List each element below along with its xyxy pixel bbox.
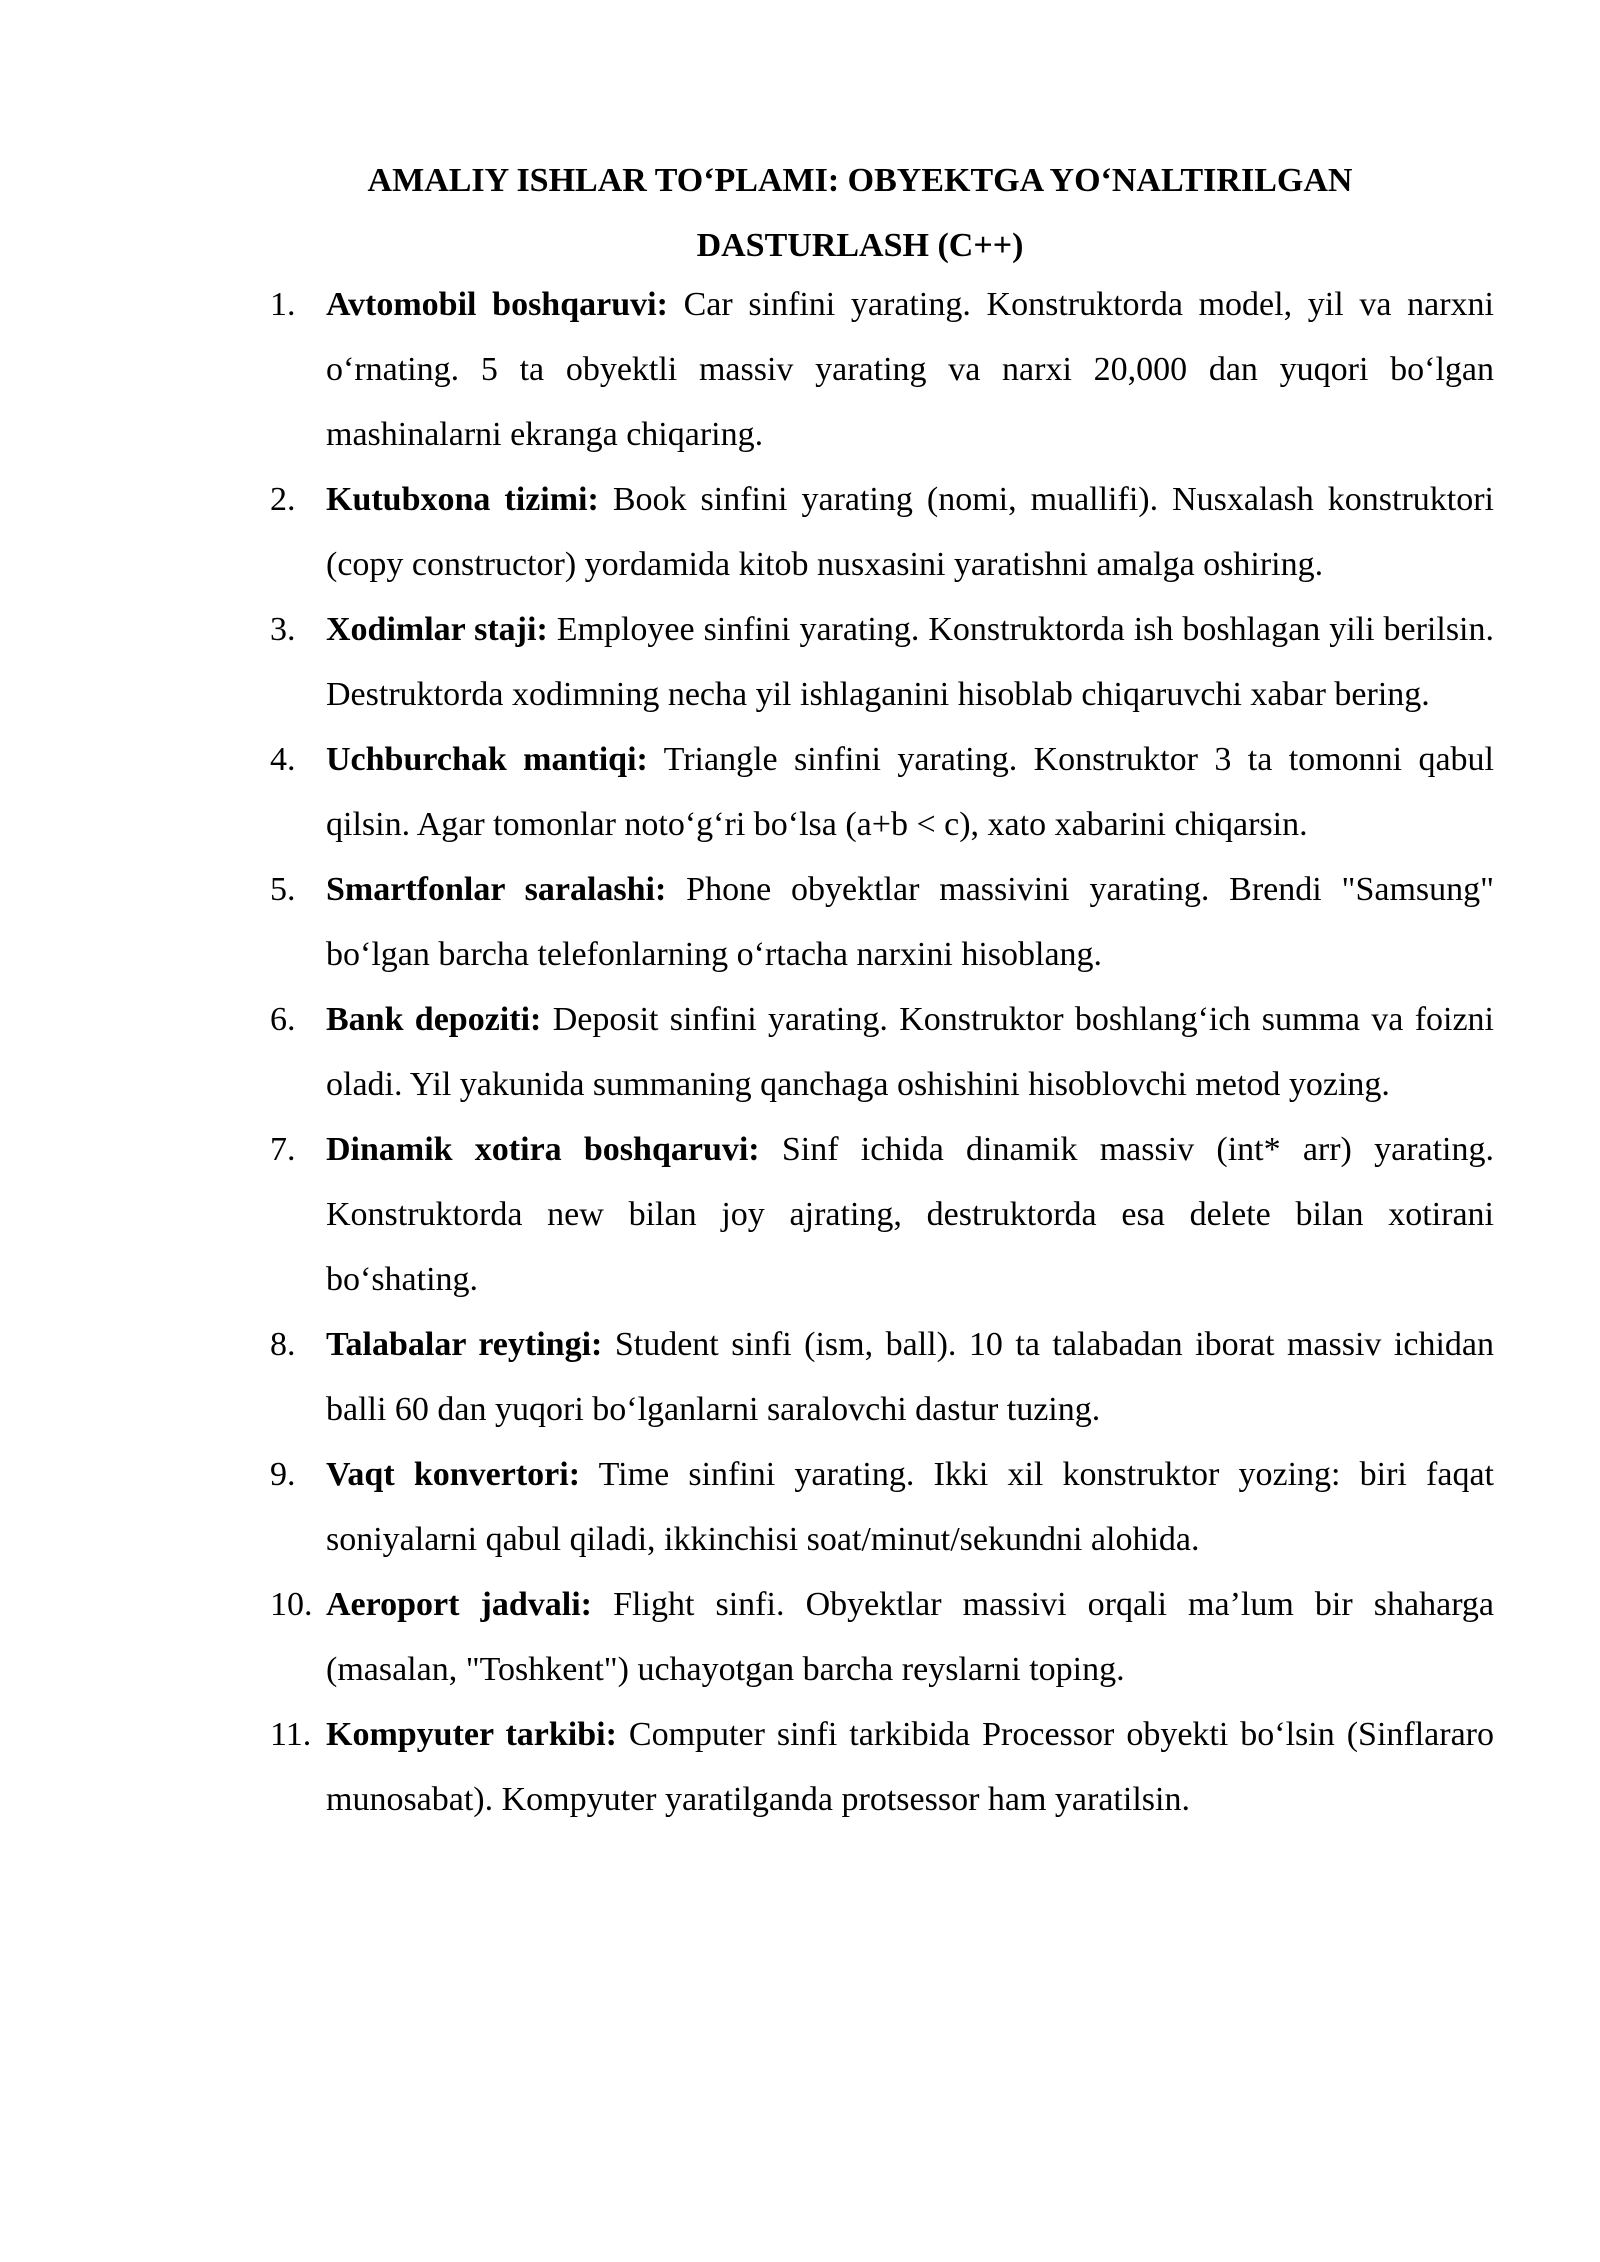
task-label: Vaqt konvertori: — [326, 1456, 581, 1493]
task-number: 10. — [270, 1586, 313, 1623]
task-number: 3. — [270, 611, 296, 648]
task-number: 1. — [270, 286, 296, 323]
task-list — [270, 272, 1494, 1832]
task-item — [270, 1442, 1494, 1572]
task-label: Talabalar reytingi: — [326, 1326, 603, 1363]
task-item — [270, 1117, 1494, 1312]
title-line-1: AMALIY ISHLAR TO‘PLAMI: OBYEKTGA YO‘NALTIRILGAN — [367, 162, 1353, 199]
task-label: Uchburchak mantiqi: — [326, 741, 648, 778]
task-label: Kutubxona tizimi: — [326, 481, 599, 518]
task-item — [270, 727, 1494, 857]
task-label: Kompyuter tarkibi: — [326, 1716, 617, 1753]
task-text: Book sinfini yarating (nomi, muallifi). Nusxalash konstruktori (copy constructor) yordamida kitob nusxasini yaratishni amalga oshiring. — [326, 481, 1494, 583]
task-text: Time sinfini yarating. Ikki xil konstruktor yozing: biri faqat soniyalarni qabul qiladi, ikkinchisi soat/minut/sekundni alohida. — [326, 1456, 1494, 1558]
task-number: 2. — [270, 481, 296, 518]
task-label: Smartfonlar saralashi: — [326, 871, 667, 908]
task-label: Aeroport jadvali: — [326, 1586, 593, 1623]
task-number: 5. — [270, 871, 296, 908]
task-item — [270, 1572, 1494, 1702]
title-line-2: DASTURLASH (C++) — [696, 227, 1024, 264]
task-text: Phone obyektlar massivini yarating. Brendi "Samsung" bo‘lgan barcha telefonlarning o‘rtacha narxini hisoblang. — [326, 871, 1494, 973]
task-label: Bank depoziti: — [326, 1001, 542, 1038]
task-text: Student sinfi (ism, ball). 10 ta talabadan iborat massiv ichidan balli 60 dan yuqori bo‘lganlarni saralovchi dastur tuzing. — [326, 1326, 1494, 1428]
task-number: 7. — [270, 1131, 296, 1168]
task-item — [270, 1702, 1494, 1832]
task-number: 8. — [270, 1326, 296, 1363]
task-item — [270, 987, 1494, 1117]
task-label: Xodimlar staji: — [326, 611, 548, 648]
task-item — [270, 467, 1494, 597]
task-item — [270, 857, 1494, 987]
task-text: Car sinfini yarating. Konstruktorda model, yil va narxni o‘rnating. 5 ta obyektli massiv yarating va narxi 20,000 dan yuqori bo‘lgan mashinalarni ekranga chiqaring. — [326, 286, 1494, 453]
document-title — [270, 148, 1450, 278]
task-text: Deposit sinfini yarating. Konstruktor boshlang‘ich summa va foizni oladi. Yil yakunida summaning qanchaga oshishini hisoblovchi metod yozing. — [326, 1001, 1495, 1103]
task-number: 6. — [270, 1001, 296, 1038]
task-text: Computer sinfi tarkibida Processor obyekti bo‘lsin (Sinflararo munosabat). Kompyuter yaratilganda protsessor ham yaratilsin. — [326, 1716, 1494, 1818]
task-text: Flight sinfi. Obyektlar massivi orqali ma’lum bir shaharga (masalan, "Toshkent") uchayotgan barcha reyslarni toping. — [326, 1586, 1495, 1688]
task-text: Sinf ichida dinamik massiv (int* arr) yarating. Konstruktorda new bilan joy ajrating, destruktorda esa delete bilan xotirani bo‘shating. — [326, 1131, 1494, 1298]
task-number: 9. — [270, 1456, 296, 1493]
task-label: Avtomobil boshqaruvi: — [326, 286, 668, 323]
task-text: Employee sinfini yarating. Konstruktorda ish boshlagan yili berilsin. Destruktorda xodimning necha yil ishlaganini hisoblab chiqaruvchi xabar bering. — [326, 611, 1494, 713]
task-item — [270, 1312, 1494, 1442]
task-number: 11. — [270, 1716, 312, 1753]
task-item — [270, 272, 1494, 467]
task-text: Triangle sinfini yarating. Konstruktor 3 ta tomonni qabul qilsin. Agar tomonlar noto‘g‘ri bo‘lsa (a+b < c), xato xabarini chiqarsin. — [326, 741, 1494, 843]
task-number: 4. — [270, 741, 296, 778]
task-item — [270, 597, 1494, 727]
task-label: Dinamik xotira boshqaruvi: — [326, 1131, 760, 1168]
